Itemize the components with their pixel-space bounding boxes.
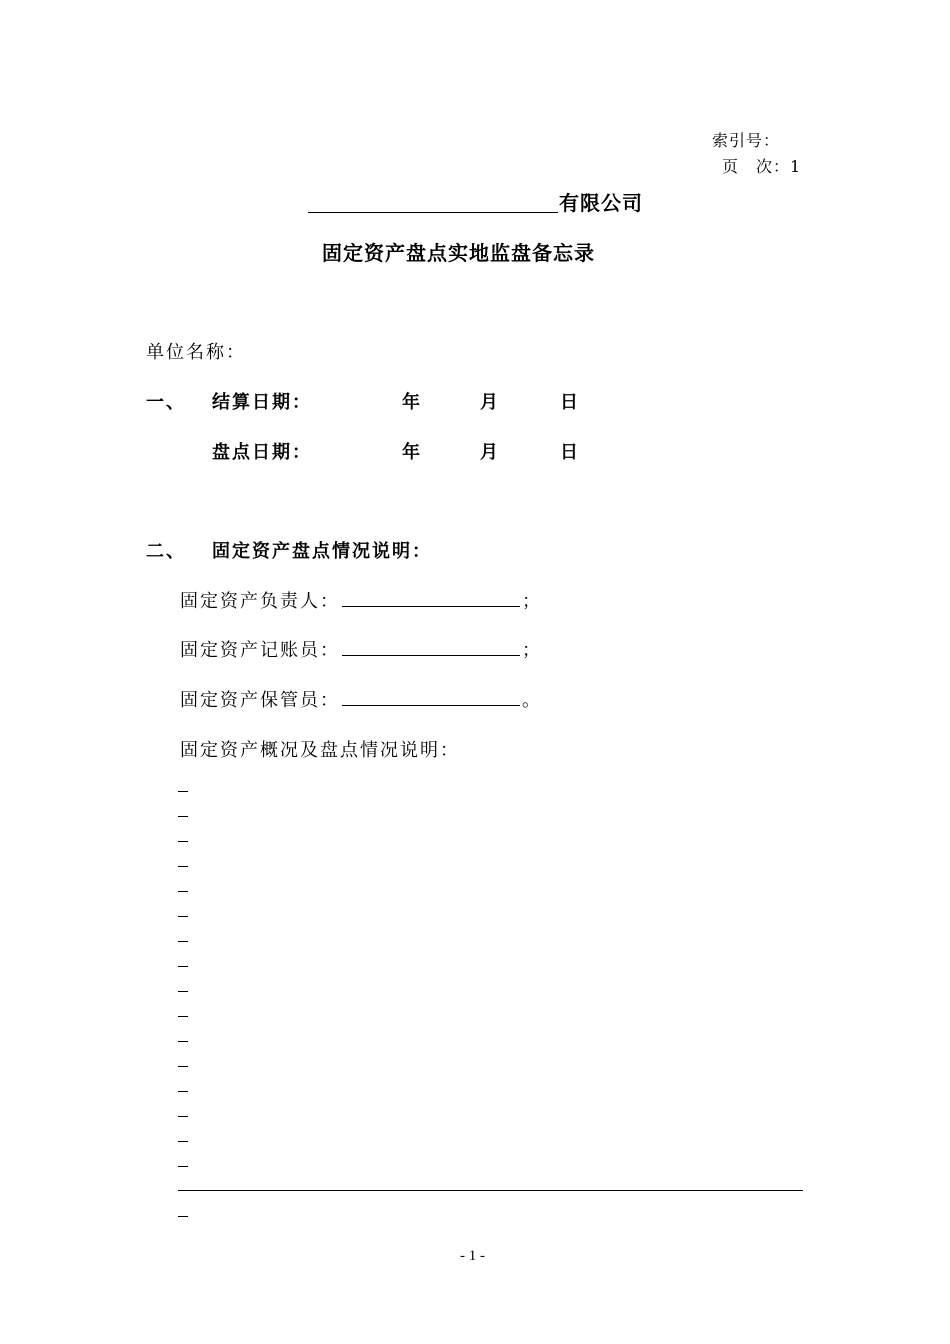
empty-line-marker <box>178 1091 188 1092</box>
settlement-month: 月 <box>480 392 500 413</box>
section2-heading: 固定资产盘点情况说明： <box>212 541 432 562</box>
empty-line-marker <box>178 791 188 792</box>
empty-line-marker <box>178 841 188 842</box>
count-month: 月 <box>480 442 500 463</box>
empty-line-marker <box>178 866 188 867</box>
page-number: - 1 - <box>460 1248 485 1264</box>
empty-line-marker <box>178 966 188 967</box>
section1-number: 一、 <box>146 392 186 413</box>
empty-line-marker <box>178 1216 188 1217</box>
field-custodian-end: 。 <box>522 690 542 711</box>
settlement-year: 年 <box>402 392 422 413</box>
empty-line-marker <box>178 1041 188 1042</box>
field-bookkeeper-label: 固定资产记账员： <box>180 640 340 661</box>
empty-line-marker <box>178 1141 188 1142</box>
empty-line-marker <box>178 941 188 942</box>
count-year: 年 <box>402 442 422 463</box>
field-manager-blank[interactable] <box>342 606 520 607</box>
settlement-date-label: 结算日期： <box>212 392 312 413</box>
count-day: 日 <box>560 442 580 463</box>
field-manager-end: ； <box>522 591 542 612</box>
overview-label: 固定资产概况及盘点情况说明： <box>180 740 460 761</box>
field-bookkeeper-end: ； <box>522 640 542 661</box>
count-date-label: 盘点日期： <box>212 442 312 463</box>
empty-line-marker <box>178 1066 188 1067</box>
field-bookkeeper-blank[interactable] <box>342 655 520 656</box>
field-custodian-blank[interactable] <box>342 705 520 706</box>
empty-line-marker <box>178 1116 188 1117</box>
empty-line-marker <box>178 816 188 817</box>
empty-line-marker <box>178 1016 188 1017</box>
empty-line-marker <box>178 1166 188 1167</box>
settlement-day: 日 <box>560 392 580 413</box>
unit-name-label: 单位名称： <box>146 342 246 363</box>
field-manager <box>180 587 542 613</box>
empty-line-marker <box>178 891 188 892</box>
company-name-blank <box>308 212 558 213</box>
page-title: 固定资产盘点实地监盘备忘录 <box>322 241 595 265</box>
company-suffix: 有限公司 <box>559 191 643 215</box>
empty-line-marker <box>178 991 188 992</box>
index-number-label: 索引号： <box>712 131 781 150</box>
section-divider <box>178 1190 803 1191</box>
field-custodian-label: 固定资产保管员： <box>180 690 340 711</box>
empty-line-marker <box>178 916 188 917</box>
field-manager-label: 固定资产负责人： <box>180 591 340 612</box>
page-count-label: 页 次：1 <box>722 157 802 176</box>
field-bookkeeper <box>180 636 542 662</box>
section2-number: 二、 <box>146 541 186 562</box>
field-custodian <box>180 686 542 712</box>
